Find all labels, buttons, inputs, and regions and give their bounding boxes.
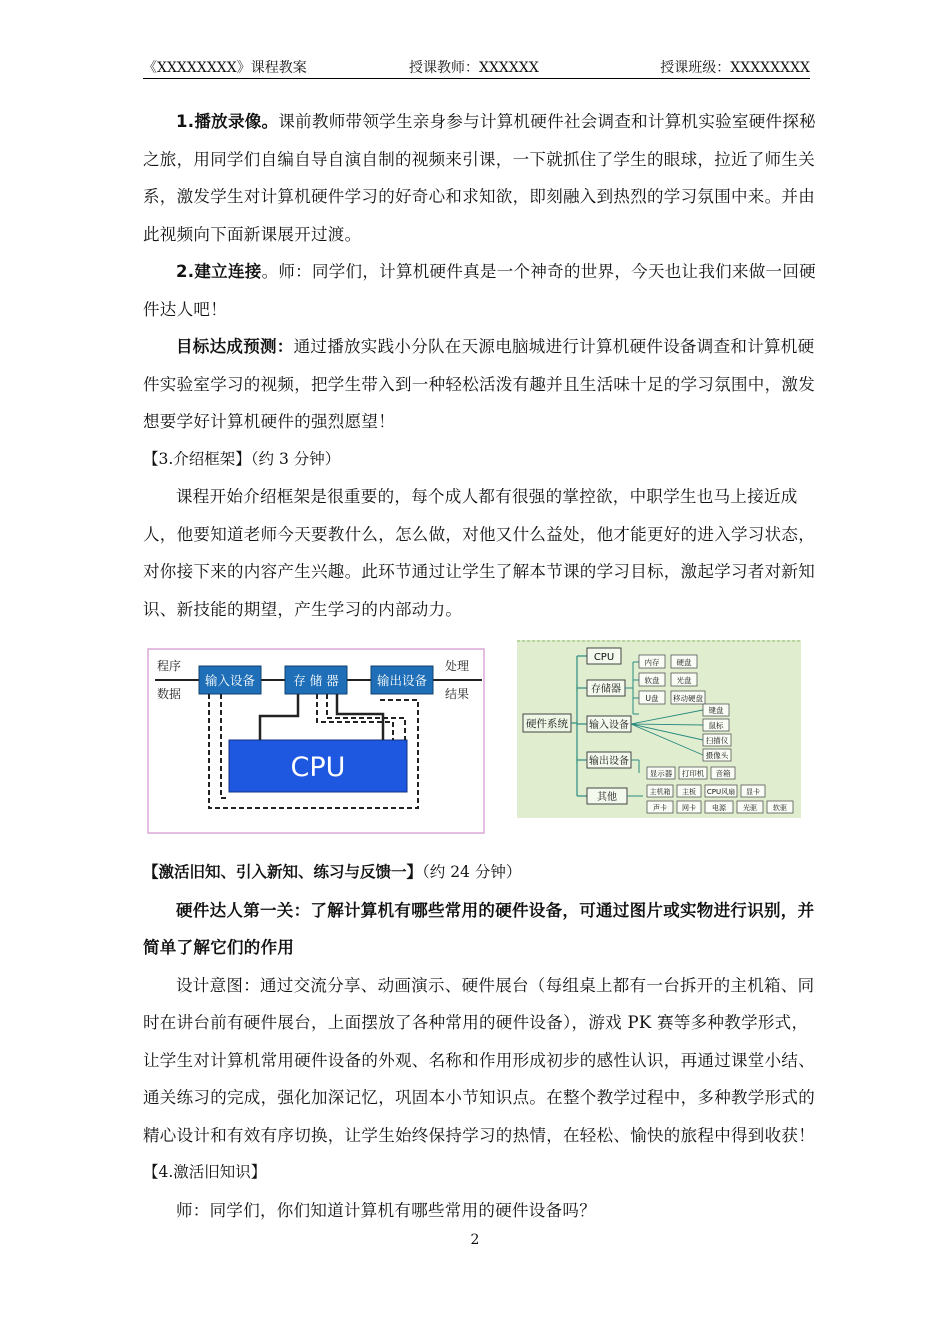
level1-title: 硬件达人第一关：了解计算机有哪些常用的硬件设备，可通过图片或实物进行识别，并简单了解它们的作用 [143, 900, 815, 957]
leaf-mouse-label: 鼠标 [708, 721, 724, 730]
leaf-usb-label: U盘 [645, 694, 659, 703]
computer-architecture-diagram [147, 648, 485, 834]
leaf-mainboard-label: 主板 [682, 788, 696, 796]
figures-row [143, 640, 823, 850]
leaf-floppy-label: 软盘 [644, 676, 660, 685]
paragraph-build-connection [143, 253, 823, 328]
leaf-ram-label: 内存 [644, 658, 660, 667]
build-connection-text: 。师：同学们，计算机硬件真是一个神奇的世界，今天也让我们来做一回硬件达人吧！ [143, 262, 816, 319]
section-activate [143, 854, 823, 892]
header-teacher: 授课教师：XXXXXX [409, 60, 539, 76]
node-output-label: 输出设备 [589, 756, 629, 767]
leaf-printer-label: 打印机 [681, 769, 705, 778]
leaf-network-card-label: 网卡 [682, 804, 696, 812]
leaf-cpu-fan-label: CPU风扇 [706, 788, 736, 796]
leaf-optical-label: 光盘 [676, 676, 692, 685]
cpu-label: CPU [290, 752, 346, 783]
build-connection-heading: 2.建立连接 [176, 262, 262, 281]
section-framework: 【3.介绍框架】（约 3 分钟） [143, 449, 341, 468]
leaf-keyboard-label: 键盘 [708, 706, 724, 715]
leaf-monitor-label: 显示器 [649, 769, 673, 778]
paragraph-goal-prediction [143, 328, 823, 441]
header-class: 授课班级：XXXXXXXX [660, 60, 810, 76]
input-label-data: 数据 [157, 687, 182, 701]
output-label-process: 处理 [445, 659, 470, 673]
leaf-scanner-label: 扫描仪 [705, 736, 729, 745]
leaf-case-label: 主机箱 [649, 788, 671, 796]
play-video-heading: 1.播放录像。 [176, 112, 279, 131]
node-cpu-label: CPU [593, 652, 615, 663]
leaf-sound-card-label: 声卡 [653, 804, 667, 812]
section-activate-duration: （约 24 分钟） [422, 863, 522, 881]
section-activate-heading: 【激活旧知、引入新知、练习与反馈一】 [143, 863, 423, 881]
leaf-camera-label: 摄像头 [705, 751, 729, 760]
leaf-hdd-label: 硬盘 [676, 658, 692, 667]
leaf-graphics-card-label: 显卡 [746, 788, 760, 796]
leaf-power-label: 电源 [712, 804, 726, 812]
node-input-label: 输入设备 [589, 720, 629, 731]
node-storage-label: 存储器 [591, 684, 621, 695]
hardware-system-tree [517, 640, 801, 818]
goal-prediction-heading: 目标达成预测： [176, 337, 294, 356]
input-label-program: 程序 [157, 659, 182, 673]
node-root-label: 硬件系统 [526, 718, 568, 730]
paragraph-framework: 课程开始介绍框架是很重要的，每个成人都有很强的掌控欲，中职学生也马上接近成人，他要知道老师今天要教什么，怎么做，对他又什么益处，他才能更好的进入学习状态，对你接下来的内容产生兴趣。此环节通过让学生了解本节课的学习目标，激起学习者对新知识、新技能的期望，产生学习的内部动力。 [143, 487, 815, 619]
play-video-text: 课前教师带领学生亲身参与计算机硬件社会调查和计算机实验室硬件探秘之旅，用同学们自编自导自演自制的视频来引课，一下就抓住了学生的眼球，拉近了师生关系，激发学生对计算机硬件学习的好奇心和求知欲，即刻融入到热烈的学习氛围中来。并由此视频向下面新课展开过渡。 [143, 112, 816, 244]
leaf-speaker-label: 音箱 [715, 769, 731, 778]
paragraph-design-intent: 设计意图：通过交流分享、动画演示、硬件展台（每组桌上都有一台拆开的主机箱、同时在讲台前有硬件展台，上面摆放了各种常用的硬件设备），游戏 PK 赛等多种教学形式，让学生对计算机常用硬件设备的外观、名称和作用形成初步的感性认识，再通过课堂小结、通关练习的完成，强化加深记忆，巩固本小节知识点。在整个教学过程中，多种教学形式的精心设计和有效有序切换，让学生始终保持学习的热情，在轻松、愉快的旅程中得到收获！ [143, 975, 815, 1145]
output-label-result: 结果 [445, 687, 470, 701]
page-header [143, 56, 810, 79]
leaf-optical-drive-label: 光驱 [743, 804, 757, 812]
header-course: 《XXXXXXXX》课程教案 [143, 60, 307, 76]
memory-label: 存 储 器 [293, 673, 339, 688]
paragraph-play-video [143, 103, 823, 253]
document-body [143, 103, 823, 1229]
teacher-question: 师：同学们，你们知道计算机有哪些常用的硬件设备吗？ [176, 1200, 596, 1220]
leaf-mobile-hdd-label: 移动硬盘 [673, 694, 703, 703]
input-device-label: 输入设备 [204, 673, 256, 688]
section-activate-old-knowledge: 【4.激活旧知识】 [143, 1163, 267, 1181]
page-number: 2 [470, 1232, 480, 1248]
goal-prediction-text: 通过播放实践小分队在天源电脑城进行计算机硬件设备调查和计算机硬件实验室学习的视频，把学生带入到一种轻松活泼有趣并且生活味十足的学习氛围中，激发想要学好计算机硬件的强烈愿望！ [143, 337, 815, 431]
node-other-label: 其他 [597, 792, 617, 803]
leaf-floppy-drive-label: 软驱 [773, 804, 787, 812]
output-device-label: 输出设备 [376, 673, 428, 688]
